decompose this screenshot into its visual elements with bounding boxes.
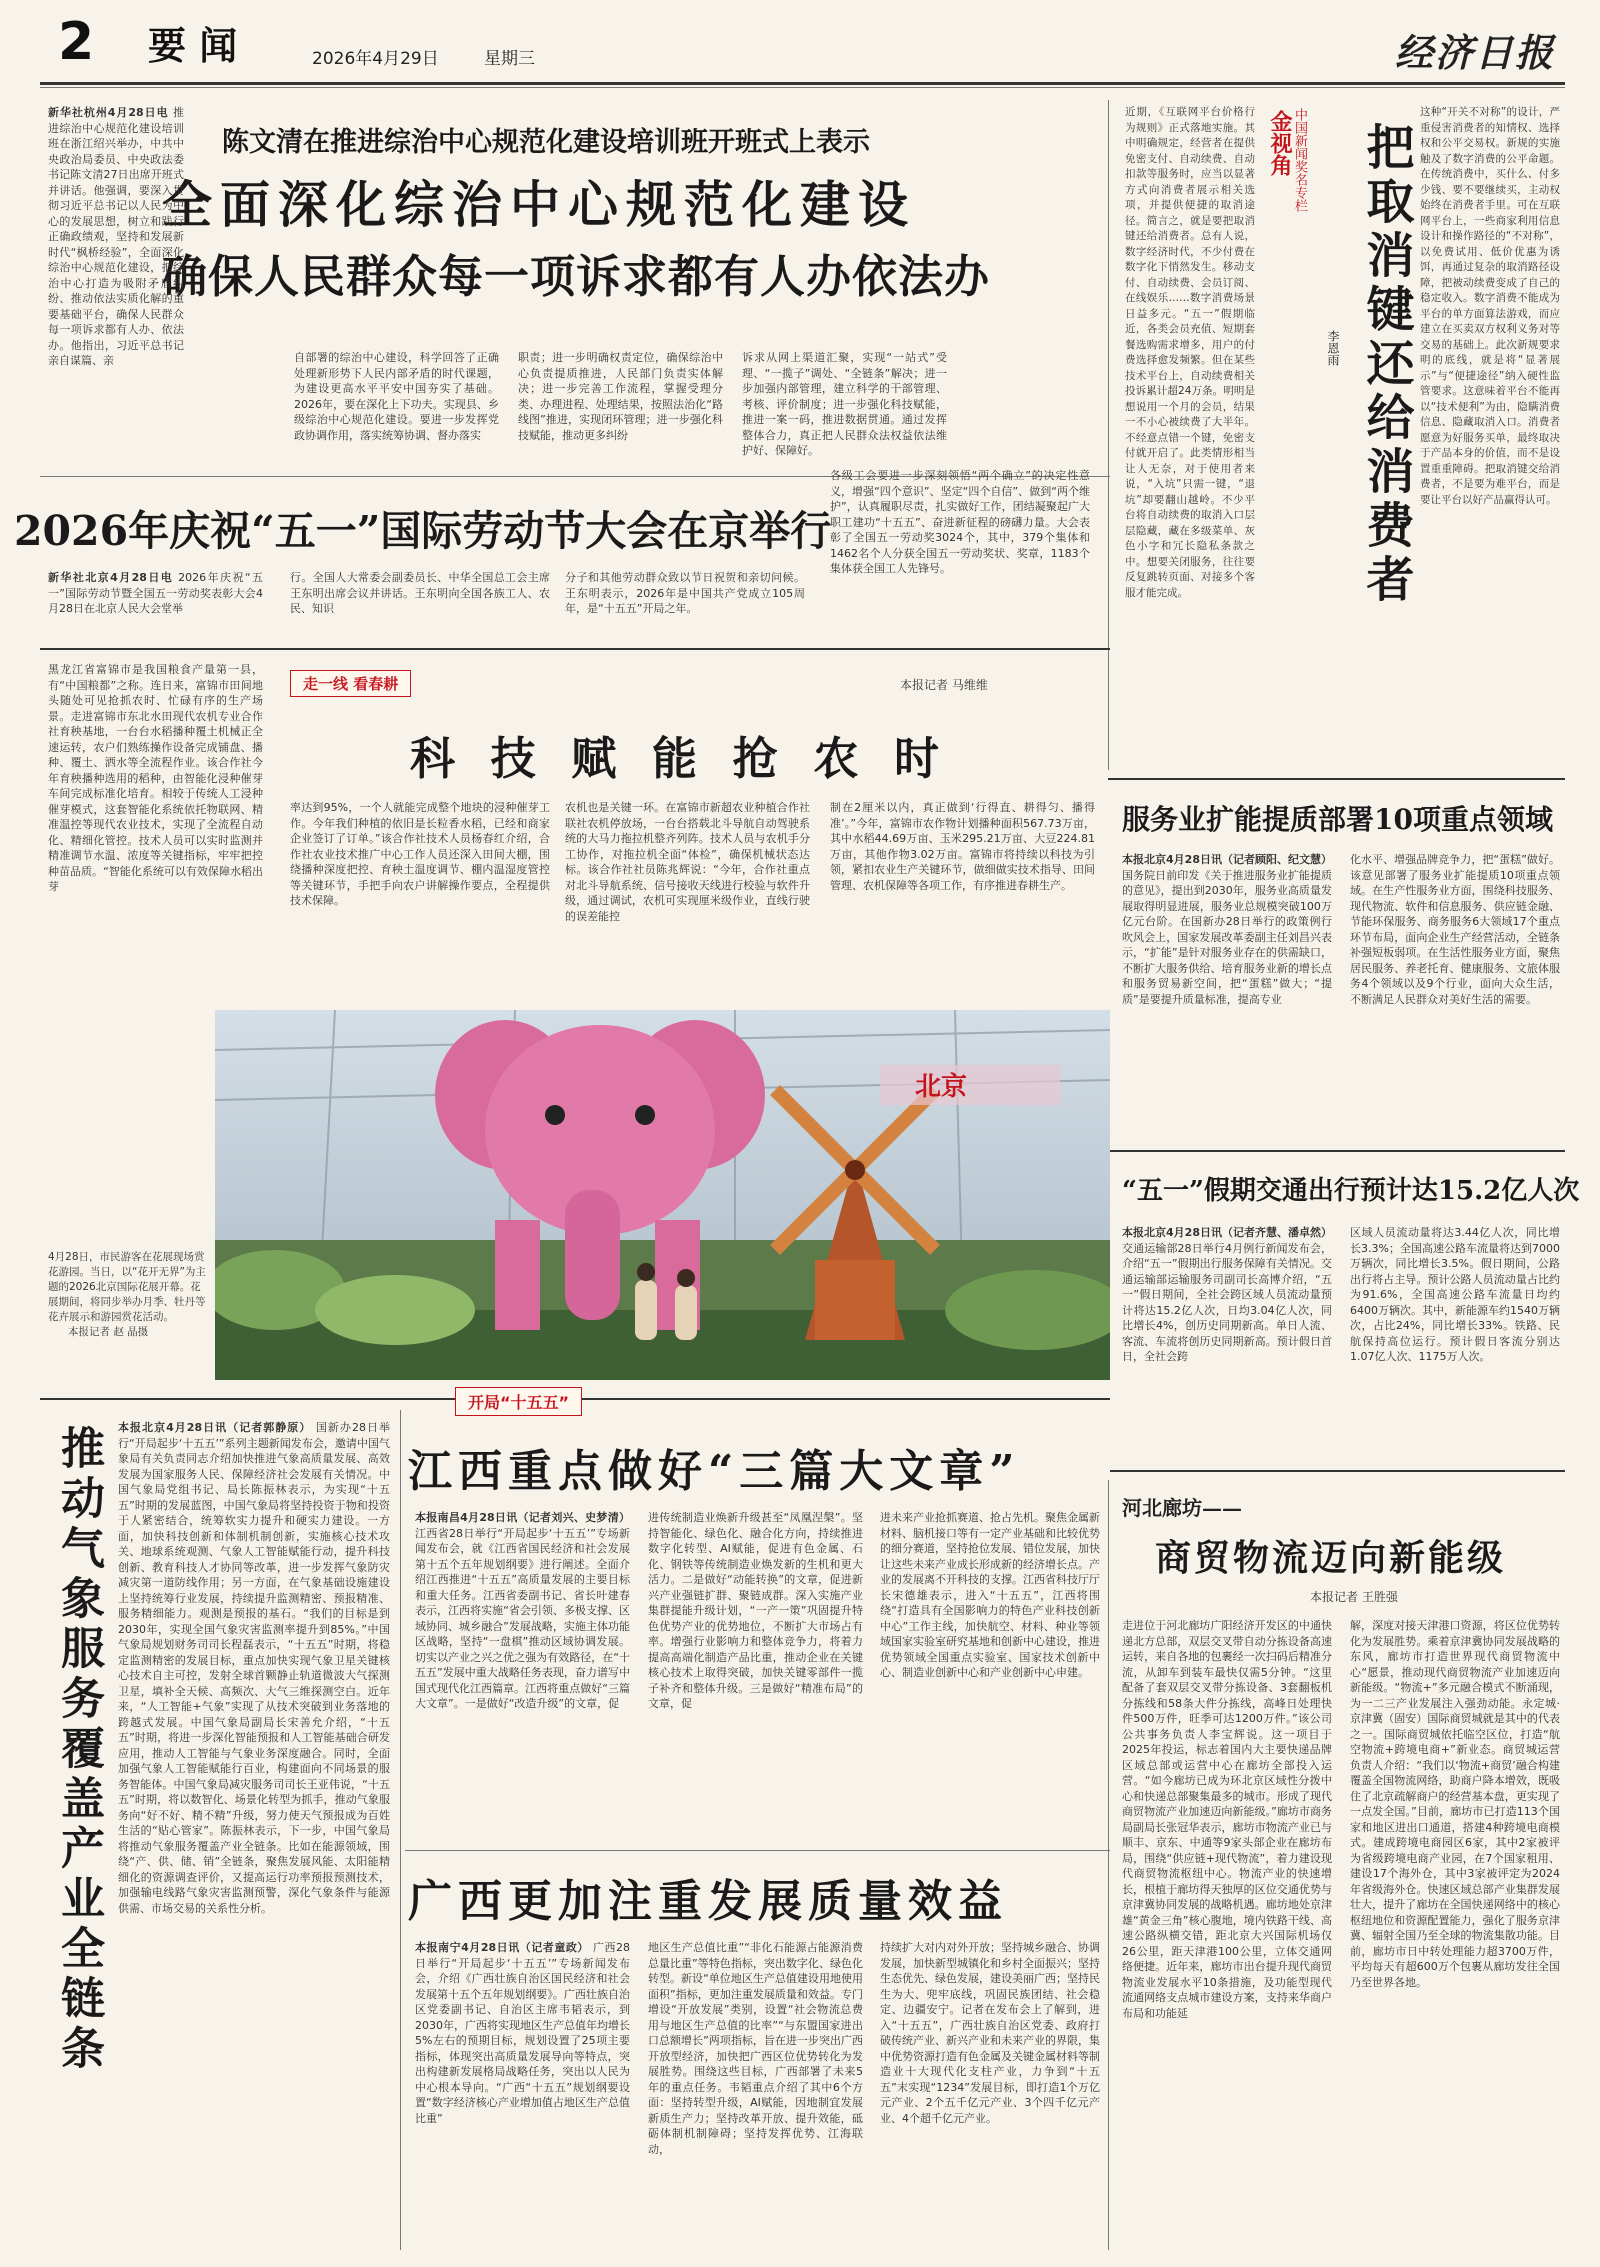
may-day-column-3: 分子和其他劳动群众致以节日祝贺和亲切问候。王东明表示，2026年是中国共产党成立105周年，是“十五五”开局之年。: [565, 571, 805, 615]
jiangxi-column-3: 进未来产业抢抓赛道、抢占先机。聚焦金属新材料、脑机接口等有一定产业基础和比较优势的细分赛道，坚持抢位发展、错位发展，加快让这些未来产业成长形成新的经济增长点。产业的发展离不开科技的支撑。江西省科技厅厅长宋德雄表示，进入“十五五”，江西将围绕“打造具有全国影响力的特色产业科技创新中心”工作主线，加快航空、材料、种业等领域国家实验室研究基地和创新中心建设，推进优势领域全国重点实验室、国家技术创新中心、制造业创新中心和产业创新中心申建。: [880, 1511, 1100, 1679]
traffic-title: “五一”假期交通出行预计达15.2亿人次: [1122, 1176, 1580, 1206]
masthead-logo: 经济日报: [1395, 30, 1556, 75]
traffic-bottom-rule: [1110, 1470, 1565, 1472]
lead-column-3: [518, 350, 723, 465]
traffic-column-1: 本报北京4月28日讯（记者齐慧、潘卓然） 交通运输部28日举行4月例行新闻发布会，介绍“五一”假期出行服务保障有关情况。交通运输部运输服务司副司长高博介绍，“五一”假日期间，全社会跨区域人员流动量预计将达15.2亿人次，日均3.04亿人次，同比增长4%，创历史同期新高。单日人流、客流、车流将创历史同期新高。预计假日首日，全社会跨: [1122, 1226, 1332, 1363]
section-name: 要 闻: [148, 23, 238, 68]
lead-column-2: [294, 350, 499, 465]
lead-text-1: 推进综治中心规范化建设培训班在浙江绍兴举办，中共中央政治局委员、中央政法委书记陈文清27日出席开班式并讲话。他强调，要深入贯彻习近平总书记以人民为中心的发展思想，树立和践行正确政绩观，坚持和发展新时代“枫桥经验”，全面深化综治中心规范化建设，把综治中心打造为吸附矛盾纠纷、推动依法实质化解的重要基础平台，确保人民群众每一项诉求都有人办、依法办。他指出，习近平总书记亲自谋篇、亲: [48, 106, 184, 367]
issue-weekday: 星期三: [484, 49, 535, 69]
weather-column-1: 本报北京4月28日讯（记者郭静原） 国新办28日举行“开局起步‘十五五’”系列主题新闻发布会，邀请中国气象局有关负责同志介绍加快推进气象高质量发展、高效发展为国家服务人民、保障经济社会发展有关情况。中国气象局党组书记、局长陈振林表示，为实现“十五五”时期的发展蓝图，中国气象局将坚持投资于物和投资于人紧密结合，统筹软实力提升和硬实力建设。一方面，加快科技创新和体制机制创新，实施核心技术攻关、地球系统观测、气象人工智能赋能行动，提升科技创新、教育科技人才协同等改革，进一步发挥气象防灾减灾第一道防线作用；另一方面，在气象基础设施建设上坚持统筹行业发展，持续提升监测精密、预报精准、服务精细能力。观测是预报的基石。“我们的目标是到2030年，实现全国气象灾害监测率提升到85%。”中国气象局规划财务司司长程磊表示，“十五五”时期，将稳定监测精密的发展目标，重点加快实现气象卫星关键核心技术自主可控，发射全球首颗静止轨道微波大气探测卫星，填补全天候、高频次、大气三维探测空白。近年来，“人工智能+气象”实现了从技术突破到业务落地的跨越式发展。中国气象局副局长宋善允介绍，“十五五”时期，将进一步深化智能预报和人工智能基础合研发应用，推动人工智能与气象业务深度融合。同时，全面加强气象人工智能赋能行百业，构建面向不同场景的服务智能体。中国气象局减灾服务司司长王亚伟说，“十五五”时期，将以数智化、场景化转型为抓手，推动气象服务向“好不好、精不精”升级，努力使天气预报成为百姓生活的“贴心管家”。陈振林表示，下一步，中国气象局将推动气象服务覆盖产业全链条。比如在能源领域，围绕“产、供、储、销”全链条，聚焦发展风能、太阳能精细化的资源调查评价，又提高运行功率预报预测技术，加强输电线路气象灾害监测预警，深化气象条件与能源供需、市场交易的关系性分析。: [118, 1421, 390, 1915]
jiangxi-bottom-rule: [405, 1850, 1110, 1851]
services-title: 服务业扩能提质部署10项重点领域: [1122, 803, 1553, 836]
farming-byline: 本报记者 马维维: [900, 678, 988, 692]
may-day-title: 2026年庆祝“五一”国际劳动节大会在京举行: [14, 507, 832, 555]
jinshijiao-subcolumn: 中国新闻奖名专栏: [1292, 108, 1307, 212]
langfang-column-1: 走进位于河北廊坊广阳经济开发区的中通快递北方总部，双层交叉带自动分拣设备高速运转，来自各地的包裹经一次扫码后精准分流，从卸车到装车最快仅需5分钟。“这里配备了套双层交叉带分拣设备、3套翻板机分拣线和58条大件分拣线，高峰日处理快件500万件，旺季可达1200万件。”该公司公共事务负责人李宝辉说。这一项目于2025年投运，标志着国内大主要快递品牌区域总部或运营中心在廊坊全部投入运营。“如今廊坊已成为环北京区域性分拨中心和快递总部聚集最多的城市。形成了现代商贸物流产业加速迈向新能级。”廊坊市商务局副局长张冠华表示，廊坊市物流产业已与顺丰、京东、中通等9家头部企业在廊坊布局，围绕“供应链+现代物流”，着力建设现代商贸物流枢纽中心。物流产业的快速增长，根植于廊坊得天独厚的区位交通优势与京津冀协同发展的战略机遇。廊坊地处京津雄“黄金三角”核心腹地，境内铁路干线、高速公路纵横交错，距北京大兴国际机场仅26公里，距天津港100公里，立体交通网络便捷。近年来，廊坊市出台提升现代商贸物流业发展水平10条措施，及功能型现代流通网络支点城市建设方案，支持来华商户布局和功能延: [1122, 1619, 1332, 2020]
kaiju-tag: 开局“十五五”: [455, 1387, 582, 1416]
may-day-column-2: 行。全国人大常委会副委员长、中华全国总工会主席王东明出席会议并讲话。王东明向全国各族工人、农民、知识: [290, 571, 550, 615]
jinshijiao-bottom-rule: [1108, 778, 1565, 780]
services-bottom-rule: [1110, 1150, 1565, 1152]
farming-column-4: 制在2厘米以内，真正做到‘行得直、耕得匀、播得准’。”今年，富锦市农作物计划播种面积567.73万亩，其中水稻44.69万亩、玉米295.21万亩、大豆224.81万亩，其他作物3.02万亩。富锦市将持续以科技为引领，紧扣农业生产关键环节，做细做实技术指导、田间管理、农机保障等各项工作，有序推进春耕生产。: [830, 801, 1095, 892]
page-header: [0, 0, 1600, 80]
header-rule: [40, 82, 1565, 85]
guangxi-column-1: 本报南宁4月28日讯（记者童政） 广西28日举行“开局起步‘十五五’”专场新闻发布会，介绍《广西壮族自治区国民经济和社会发展第十五个五年规划纲要》。广西壮族自治区党委副书记、自治区主席韦韬表示，到2030年，广西将实现地区生产总值年均增长5%左右的预期目标，规划设置了25项主要指标，体现突出高质量发展导向等特点，突出构建新发展格局战略任务，突出以人民为中心根本导向。“广西“十五五”规划纲要设置“数字经济核心产业增加值占地区生产总值比重”: [415, 1941, 630, 2125]
page-number: 2: [58, 12, 95, 72]
langfang-left-rule: [1108, 1480, 1109, 2250]
flower-show-photo: [215, 1010, 1110, 1380]
jiangxi-column-1: 本报南昌4月28日讯（记者刘兴、史梦清） 江西省28日举行“开局起步‘十五五’”专场新闻发布会，就《江西省国民经济和社会发展第十五个五年规划纲要》进行阐述。全面介绍江西推进“十五五”高质量发展的主要目标和重大任务。江西省委副书记、省长叶建春表示，江西将实施“省会引领、多极支撑、区域协同、城乡融合”发展战略，实施主体功能区战略，坚持“一盘棋”推动区域协调发展。切实以产业之兴之优之强为有效路径，在“十五五”发展中重大战略任务表现，奋力谱写中国式现代化江西篇章。江西将重点做好“三篇大文章”。一是做好“改造升级”的文章，促: [415, 1511, 630, 1710]
may-day-bottom-rule: [40, 648, 1110, 650]
guangxi-title: 广西更加注重发展质量效益: [408, 1876, 1008, 1927]
langfang-column-2: 解，深度对接天津港口资源，将区位优势转化为发展胜势。乘着京津冀协同发展战略的东风，廊坊市打造世界现代商贸物流中心“愿景，推动现代商贸物流产业加速迈向新能级。“物流+”多元融合模式不断涌现，为一二三产业发展注入强劲动能。永定城·京津冀（固安）国际商贸城就是其中的代表之一。国际商贸城依托临空区位，打造“航空物流+跨境电商+”新业态。商贸城运营负责人介绍：“我们以‘物流+商贸’融合构建覆盖全国物流网络，助商户降本增效，既吸住了北京疏解商户的经营基本盘，更实现了一点发全国。”目前，廊坊市已打造113个国家和地区进出口通道，搭建4种跨境电商模式。建成跨境电商园区6家，其中2家被评为省级跨境电商产业园，在7个国家租用、建设17个海外仓，其中3家被评定为2024年省级海外仓。快速区域总部产业集群发展壮大，提升了廊坊在全国快递网络中的核心枢纽地位和资源配置能力，强化了服务京津冀、辐射全国乃至全球的物流集散功能。目前，廊坊市日中转处理能力超3700万件，平均每天有超600万个包裹从廊坊发往全国乃至世界各地。: [1350, 1619, 1560, 1989]
jinshijiao-author: 李恩雨: [1326, 330, 1340, 366]
jiangxi-title: 江西重点做好“三篇大文章”: [408, 1446, 1021, 1497]
flower-show-image: [215, 1010, 1110, 1380]
farming-tag: 走一线 看春耕: [290, 670, 411, 697]
guangxi-column-2: 地区生产总值比重”“非化石能源占能源消费总量比重”等特色指标，突出数字化、绿色化转型。新设“单位地区生产总值建设用地使用面积”指标，更加注重发展质量和效益。专门增设“开放发展”类别，设置“社会物流总费用与地区生产总值的比率”“与东盟国家进出口总额增长”两项指标，旨在进一步突出广西开放型经济，加快把广西区位优势转化为发展胜势。围绕这些目标，广西部署了未来5年的重点任务。韦韬重点介绍了其中6个方面：坚持转型升级，AI赋能，因地制宜发展新质生产力；坚持改革开放、提升效能，砥砺体制机制障碍；坚持发挥优势、江海联动，: [648, 1941, 863, 2156]
weather-title: 推动气象服务覆盖产业全链条: [53, 1425, 104, 2075]
weather-right-rule: [400, 1410, 401, 2250]
photo-caption-block: [48, 1250, 208, 1380]
jinshijiao-left-rule: [1108, 100, 1109, 770]
may-day-column-4: 各级工会要进一步深刻领悟“两个确立”的决定性意义，增强“四个意识”、坚定“四个自信”、做到“两个维护”，认真履职尽责，扎实做好工作，团结凝聚起广大职工建功“十五五”、奋进新征程的磅礴力量。大会表彰了全国五一劳动奖3024个，其中，379个集体和1462名个人分获全国五一劳动奖状、奖章，1183个集体获全国工人先锋号。: [830, 469, 1090, 575]
langfang-byline: 本报记者 王胜强: [1310, 1590, 1398, 1604]
services-column-1: 本报北京4月28日讯（记者顾阳、纪文慧） 国务院日前印发《关于推进服务业扩能提质的意见》，提出到2030年，服务业高质量发展取得明显进展，服务业总规模突破100万亿元台阶。在国新办28日举行的政策例行吹风会上，国家发展改革委副主任刘昌兴表示，“扩能”是针对服务业存在的供需缺口，不断扩大服务供给、培育服务业新的增长点和服务贸易新空间，把“蛋糕”做大；“提质”是要提升质量标准，提高专业: [1122, 853, 1332, 1006]
guangxi-column-3: 持续扩大对内对外开放；坚持城乡融合、协调发展，加快新型城镇化和乡村全面振兴；坚持生态优先、绿色发展，建设美丽广西；坚持民生为大、兜牢底线，巩固民族团结、社会稳定、边疆安宁。记者在发布会上了解到，进入“十五五”，广西壮族自治区党委、政府打破传统产业、新兴产业和未来产业的界限，集中优势资源打造有色金属及关键金属材料等制造业十大现代化支柱产业，力争到“十五五”末实现“1234”发展目标，即打造1个万亿元产业、2个五千亿元产业、3个四千亿元产业、4个超千亿元产业。: [880, 1941, 1100, 2125]
may-day-column-1: 新华社北京4月28日电 2026年庆祝“五一”国际劳动节暨全国五一劳动奖表彰大会4月28日在北京人民大会堂举: [48, 571, 263, 615]
lead-text-3: 职责；进一步明确权责定位，确保综治中心负责提质推进，人民部门负责实体解决；进一步完善工作流程，掌握受理分类、办理进程、处理结果，按照法治化“路线图”推进，实现闭环管理；进一步强化科技赋能，推动更多纠纷: [518, 351, 723, 442]
jinshijiao-text-1: 近期，《互联网平台价格行为规则》正式落地实施。其中明确规定，经营者在提供免密支付、自动续费、自动扣款等服务时，应当以显著方式向消费者展示相关选项，并提供便捷的取消途径。简言之，就是要把取消键还给消费者。总有人说，数字经济时代，不少付费在数字化下悄然发生。移动支付、自动续费、会员订阅、在线娱乐……数字消费场景日益多元。“五一”假期临近，各类会员充值、短期套餐选购需求增多，用户的付费选择愈发频繁。但在某些技术平台上，自动续费相关投诉累计超24万条。明明是想说用一个月的会员，结果一不小心被续费了大半年。不经意点错一个键，免密支付就开启了。此类情形相当让人无奈，对于使用者来说，“入坑”只需一键，“退坑”却要翻山越岭。不少平台将自动续费的取消入口层层隐藏，藏在多级菜单、灰色小字和冗长隐私条款之中。想要关闭服务，往往要反复跳转页面、对接多个客服才能完成。: [1125, 106, 1255, 599]
farming-column-1: 黑龙江省富锦市是我国粮食产量第一县，有“中国粮都”之称。连日来，富锦市田间地头随处可见抢抓农时、忙碌有序的生产场景。走进富锦市东北水田现代农机专业合作社育秧基地，一台台水稻播种覆土机械正全速运转，农户们熟练操作设备完成铺盘、播种、覆土、洒水等全流程作业。该合作社今年育秧播种选用的稻种，由智能化浸种催芽车间完成标准化培育。相较于传统人工浸种催芽模式，这套智能化系统依托物联网、精准温控等现代农业技术，实现了全流程自动化、精细化管控。技术人员可以实时监测并精准调节水温、浓度等关键指标，牢牢把控种苗品质。“智能化系统可以有效保障水稻出芽: [48, 663, 263, 893]
jinshijiao-label: 金视角: [1267, 110, 1293, 176]
flower-show-sign-text: 北京: [915, 1072, 968, 1102]
header-rule-thin: [40, 87, 1565, 88]
farming-column-2: 率达到95%，一个人就能完成整个地块的浸种催芽工作。今年我们种植的依旧是长粒香水稻，已经和商家企业签订了订单。”该合作社技术人员杨春红介绍，合作社农业技术推广中心工作人员还深入田间大棚，围绕播种深度把控、育秧土温度调节、棚内温湿度管控等关键环节，手把手向农户讲解操作要点，全程提供技术保障。: [290, 801, 550, 907]
lead-column-1: [48, 105, 184, 465]
lead-column-4: [742, 350, 947, 465]
lead-title-line2: 确保人民群众每一项诉求都有人办依法办: [162, 250, 991, 303]
lead-subtitle: 陈文清在推进综治中心规范化建设培训班开班式上表示: [222, 127, 870, 158]
lead-text-2: 自部署的综治中心建设，科学回答了正确处理新形势下人民内部矛盾的时代课题，为建设更高水平平安中国夯实了基础。2026年，要在深化上下功夫。实现县、乡级综治中心规范化建设。要进一步发挥党政协调作用，落实统筹协调、督办落实: [294, 351, 499, 442]
photo-caption: 4月28日，市民游客在花展现场赏花游园。当日，以“花开无界”为主题的2026北京国际花展开幕。花展期间，将同步举办月季、牡丹等花卉展示和游园赏花活动。: [48, 1251, 206, 1323]
farming-column-3: 农机也是关键一环。在富锦市新超农业种植合作社联社农机停放场，一台台搭载北斗导航自动驾驶系统的大马力拖拉机整齐列阵。技术人员与农机手分工协作，对拖拉机全面“体检”，确保机械状态达标。该合作社社员陈兆辉说：“今年，合作社重点对北斗导航系统、信号接收天线进行校验与软件升级，通过调试，农机可实现厘米级作业，直线行驶的误差能控: [565, 801, 810, 923]
traffic-column-2: 区域人员流动量将达3.44亿人次，同比增长3.3%；全国高速公路车流量将达到7000万辆次，同比增长3.5%。假日期间，公路出行将占主导。预计公路人员流动量占比约为91.6%，全国高速公路车流量日均约6400万辆次。其中，新能源车约1540万辆次，占比24%，同比增长33%。铁路、民航保持高位运行。预计假日客流分别达1.07亿人次、1175万人次。: [1350, 1226, 1560, 1363]
jiangxi-column-2: 进传统制造业焕新升级甚至“凤凰涅槃”。坚持智能化、绿色化、融合化方向，持续推进数字化转型、AI赋能，促进有色金属、石化、钢铁等传统制造业焕发新的生机和更大活力。二是做好“动能转换”的文章，促进新兴产业强链扩群、聚链成群。深入实施产业集群提能升级计划，“一产一策”巩固提升特色优势产业的优势地位，不断扩大市场占有率。增强行业影响力和整体竞争力，将着力提高高端化制造产品比重，推动企业在关键核心技术上取得突破，加快关键零部件一揽子补齐和整体升级。三是做好“精准布局”的文章，促: [648, 1511, 863, 1710]
langfang-title: 商贸物流迈向新能级: [1155, 1537, 1507, 1579]
lead-text-4: 诉求从网上渠道汇聚，实现“一站式”受理、“一揽子”调处、“全链条”解决；进一步加强内部管理，建立科学的干部管理、考核、评价制度；进一步强化科技赋能，推进一案一码，推进数据贯通。通过发挥整体合力，真正把人民群众法权益依法维护好、保障好。: [742, 351, 947, 457]
lead-title-line1: 全面深化综治中心规范化建设: [162, 175, 916, 234]
farming-title: 科 技 赋 能 抢 农 时: [410, 732, 949, 785]
jinshijiao-text-2: 这种“开关不对称”的设计，严重侵害消费者的知情权、选择权和公平交易权。新规的实施触及了数字消费的公平命题。在传统消费中，买什么、付多少钱、要不要继续买，主动权始终在消费者手里。可在互联网平台上，一些商家利用信息设计和操作路径的“不对称”，以免费试用、低价优惠为诱饵，再通过复杂的取消路径设障，把被动续费变成了自己的稳定收入。数字消费不能成为平台的单方面算法游戏，而应建立在买卖双方权利义务对等交易的基础上。此次新规要求明的底线，就是将“显著展示”与“便捷途径”纳入硬性监管要求。这意味着平台不能再以“技术便利”为由，隐瞒消费信息、隐藏取消入口。消费者愿意为好服务买单，最终取决于产品本身的价值，而不是设置重重障碍。把取消键交给消费者，不是要为难平台，而是要让平台以好产品赢得认可。: [1420, 106, 1560, 506]
issue-date: 2026年4月29日: [312, 49, 439, 69]
photo-credit: 本报记者 赵 晶摄: [68, 1326, 149, 1338]
langfang-kicker: 河北廊坊——: [1122, 1496, 1242, 1520]
lead-dateline: 新华社杭州4月28日电: [48, 106, 169, 119]
jinshijiao-title: 把取消键还给消费者: [1358, 122, 1414, 608]
services-column-2: 化水平、增强品牌竞争力，把“蛋糕”做好。该意见部署了服务业扩能提质10项重点领域。在生产性服务业方面，围绕科技服务、现代物流、软件和信息服务、供应链金融、节能环保服务、商务服务6大领域17个重点环节布局，面向企业生产经营活动，全链条补强短板弱项。在生活性服务业方面，聚焦居民服务、养老托育、健康服务、文旅体服务4个领域以及9个行业，面向大众生活，不断满足人民群众对美好生活的需要。: [1350, 853, 1560, 1006]
